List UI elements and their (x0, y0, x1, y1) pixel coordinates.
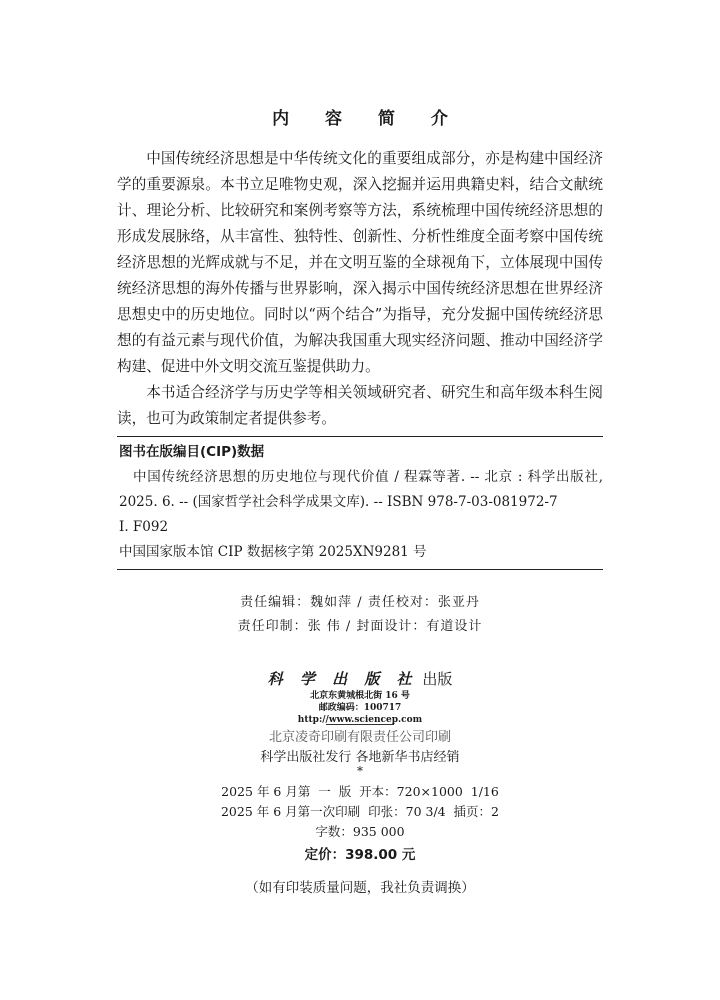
cip-entry-text: 中国传统经济思想的历史地位与现代价值 / 程霖等著. -- 北京 : 科学出版社, 2025. 6. -- (国家哲学社会科学成果文库). -- ISBN 978-7-03-081972-7 (119, 469, 603, 510)
editors-block (0, 591, 720, 639)
price-line: 定价：398.00 元 (304, 847, 416, 863)
publisher-postcode: 邮政编码：100717 (318, 703, 402, 713)
specs-block (0, 782, 720, 842)
content-summary (117, 146, 603, 432)
publisher-address: 北京东黄城根北街 16 号 (310, 691, 410, 701)
summary-paragraph: 本书适合经济学与历史学等相关领域研究者、研究生和高年级本科生阅读，也可为政策制定者提供参考。 (117, 384, 603, 427)
separator-star: * (357, 764, 363, 778)
cip-entry (117, 465, 603, 515)
cip-classification: Ⅰ. F092 (119, 519, 169, 535)
quality-notice: （如有印装质量问题，我社负责调换） (245, 880, 475, 896)
editors-line: 责任印制：张 伟 / 封面设计：有道设计 (237, 619, 483, 634)
cip-block (117, 436, 603, 570)
printing-line: 2025 年 6 月第一次印刷 印张：70 3/4 插页：2 (220, 804, 500, 819)
publisher-name: 科 学 出 版 社 (267, 670, 418, 688)
page-title: 内 容 简 介 (272, 109, 463, 129)
publisher-website: http://www.sciencep.com (297, 715, 423, 725)
editors-line: 责任编辑：魏如萍 / 责任校对：张亚丹 (240, 595, 480, 610)
publisher-address-block (0, 690, 720, 726)
publisher-line (0, 668, 720, 689)
wordcount-line: 字数：935 000 (315, 824, 405, 839)
summary-paragraph: 中国传统经济思想是中华传统文化的重要组成部分，亦是构建中国经济学的重要源泉。本书立足唯物史观，深入挖掘并运用典籍史料，结合文献统计、理论分析、比较研究和案例考察等方法，系统梳理中国传统经济思想的形成发展脉络，从丰富性、独特性、创新性、分析性维度全面考察中国传统经济思想的光辉成就与不足，并在文明互鉴的全球视角下，立体展现中国传统经济思想的海外传播与世界影响，深入揭示中国传统经济思想在世界经济思想史中的历史地位。同时以“两个结合”为指导，充分发掘中国传统经济思想的有益元素与现代价值，为解决我国重大现实经济问题、推动中国经济学构建、促进中外文明交流互鉴提供助力。 (117, 150, 603, 375)
cip-verification: 中国国家版本馆 CIP 数据核字第 2025XN9281 号 (119, 544, 427, 560)
distribution-line: 科学出版社发行 各地新华书店经销 (260, 750, 460, 765)
edition-line: 2025 年 6 月第 一 版 开本：720×1000 1/16 (221, 784, 499, 799)
publisher-suffix: 出版 (417, 670, 453, 688)
divider (326, 724, 394, 725)
printer-line: 北京凌奇印刷有限责任公司印刷 (268, 730, 451, 745)
cip-title: 图书在版编目(CIP)数据 (119, 444, 265, 460)
